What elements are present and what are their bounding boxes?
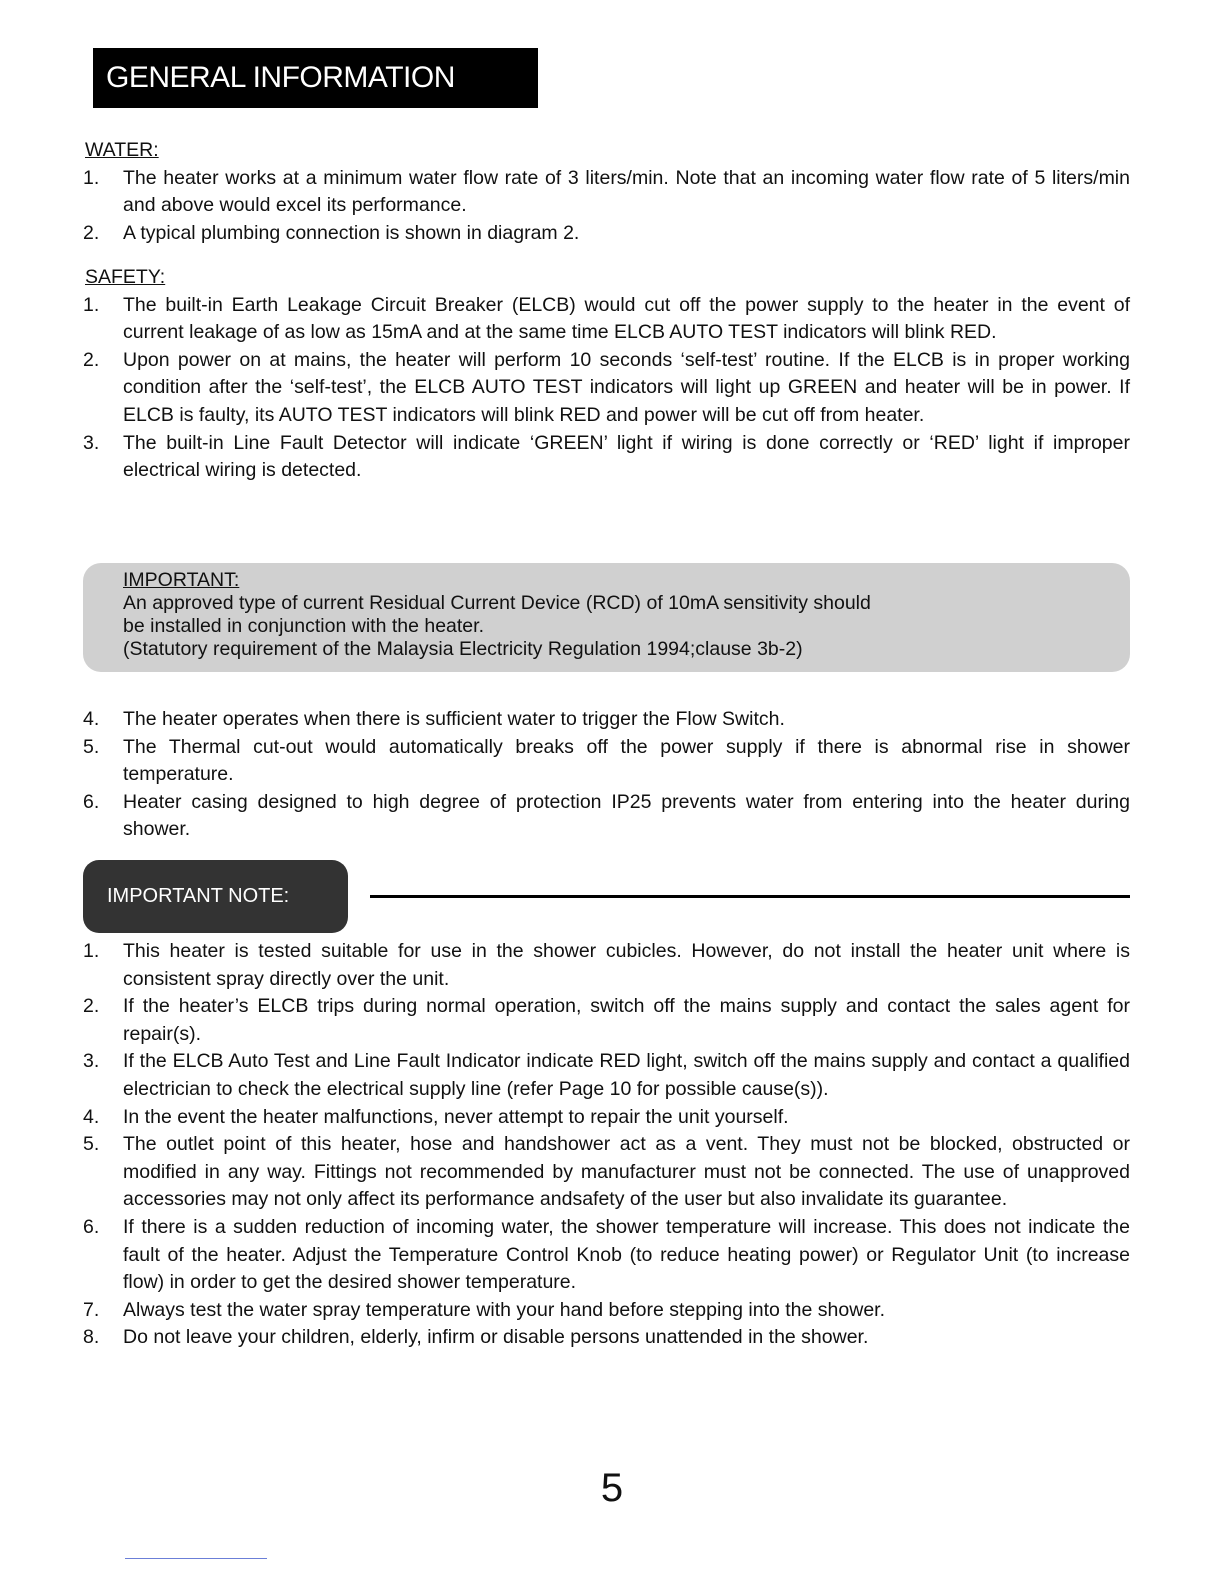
item-number: 2. [83,221,100,244]
item-number: 2. [83,995,100,1018]
list-item [83,165,1130,220]
item-number: 1. [83,166,100,189]
list-item [83,706,1130,734]
section-header: GENERAL INFORMATION [93,48,538,108]
item-text: Always test the water spray temperature with your hand before stepping into the shower. [123,1298,885,1321]
item-text: A typical plumbing connection is shown in diagram 2. [123,221,580,244]
important-line: be installed in conjunction with the heater. [123,615,484,637]
divider [370,895,1130,898]
item-text: The Thermal cut-out would automatically breaks off the power supply if there is abnormal rise in shower temperature. [123,735,1130,786]
list-item [83,292,1130,347]
item-number: 3. [83,1050,100,1073]
item-text: Upon power on at mains, the heater will perform 10 seconds ‘self-test’ routine. If the ELCB is in proper working condition after the ‘self-test’, the ELCB AUTO TEST indicators will light up GREEN and heater will be in power. If ELCB is faulty, its AUTO TEST indicators will blink RED and power will be cut off from heater. [123,348,1130,426]
safety-list [83,292,1130,485]
list-item [83,734,1130,789]
item-text: If the ELCB Auto Test and Line Fault Indicator indicate RED light, switch off the mains supply and contact a qualified electrician to check the electrical supply line (refer Page 10 for possible cause(s)). [123,1050,1130,1100]
safety-section [83,264,1130,485]
water-section [83,137,1130,247]
important-title: IMPORTANT: [123,569,240,591]
item-number: 8. [83,1326,100,1349]
item-number: 5. [83,735,100,758]
item-text: Heater casing designed to high degree of protection IP25 prevents water from entering into the heater during shower. [123,790,1130,841]
list-item [83,347,1130,430]
important-box [83,563,1130,672]
item-number: 1. [83,293,100,316]
page-number: 5 [600,1466,624,1510]
item-text: In the event the heater malfunctions, never attempt to repair the unit yourself. [123,1105,789,1128]
list-item [83,1297,1130,1325]
item-number: 1. [83,940,100,962]
item-number: 4. [83,708,100,730]
item-text: If the heater’s ELCB trips during normal operation, switch off the mains supply and contact the sales agent for repair(s). [123,995,1130,1045]
list-item [83,1131,1130,1214]
water-label: WATER: [85,139,159,161]
item-number: 6. [83,1215,100,1238]
water-list [83,165,1130,248]
item-text: This heater is tested suitable for use in the shower cubicles. However, do not install the heater unit where is consistent spray directly over the unit. [123,940,1130,990]
list-item [83,1324,1130,1352]
important-note-list [83,938,1130,1352]
list-item [83,220,1130,248]
item-text: The heater operates when there is sufficient water to trigger the Flow Switch. [123,708,785,730]
item-text: The heater works at a minimum water flow rate of 3 liters/min. Note that an incoming water flow rate of 5 liters/min and above would excel its performance. [123,166,1130,217]
item-number: 4. [83,1105,100,1128]
item-text: The built-in Earth Leakage Circuit Breaker (ELCB) would cut off the power supply to the heater in the event of current leakage of as low as 15mA and at the same time ELCB AUTO TEST indicators will blink RED. [123,293,1130,344]
item-text: If there is a sudden reduction of incoming water, the shower temperature will increase. This does not indicate the fault of the heater. Adjust the Temperature Control Knob (to reduce heating power) or Regulator Unit (to increase flow) in order to get the desired shower temperature. [123,1215,1130,1294]
important-line: An approved type of current Residual Current Device (RCD) of 10mA sensitivity should [123,592,871,614]
item-text: The built-in Line Fault Detector will indicate ‘GREEN’ light if wiring is done correctly or ‘RED’ light if improper electrical wiring is detected. [123,431,1130,482]
important-note-label: IMPORTANT NOTE: [83,860,348,933]
list-item [83,938,1130,993]
item-text: Do not leave your children, elderly, infirm or disable persons unattended in the shower. [123,1326,869,1349]
item-text: The outlet point of this heater, hose and handshower act as a vent. They must not be blocked, obstructed or modified in any way. Fittings not recommended by manufacturer must not be connected. The use of unapproved accessories may not only affect its performance andsafety of the user but also invalidate its guarantee. [123,1133,1130,1211]
safety-label: SAFETY: [85,266,166,288]
important-line: (Statutory requirement of the Malaysia Electricity Regulation 1994;clause 3b-2) [123,638,803,660]
list-item [83,1104,1130,1132]
list-item [83,1048,1130,1103]
item-number: 7. [83,1298,100,1321]
list-item [83,789,1130,844]
list-item [83,1214,1130,1297]
list-item [83,430,1130,485]
item-number: 6. [83,790,100,813]
item-number: 2. [83,348,100,371]
list-item [83,993,1130,1048]
item-number: 3. [83,431,100,454]
decorative-line [125,1558,267,1559]
item-number: 5. [83,1133,100,1156]
safety-list-continued [83,706,1130,844]
